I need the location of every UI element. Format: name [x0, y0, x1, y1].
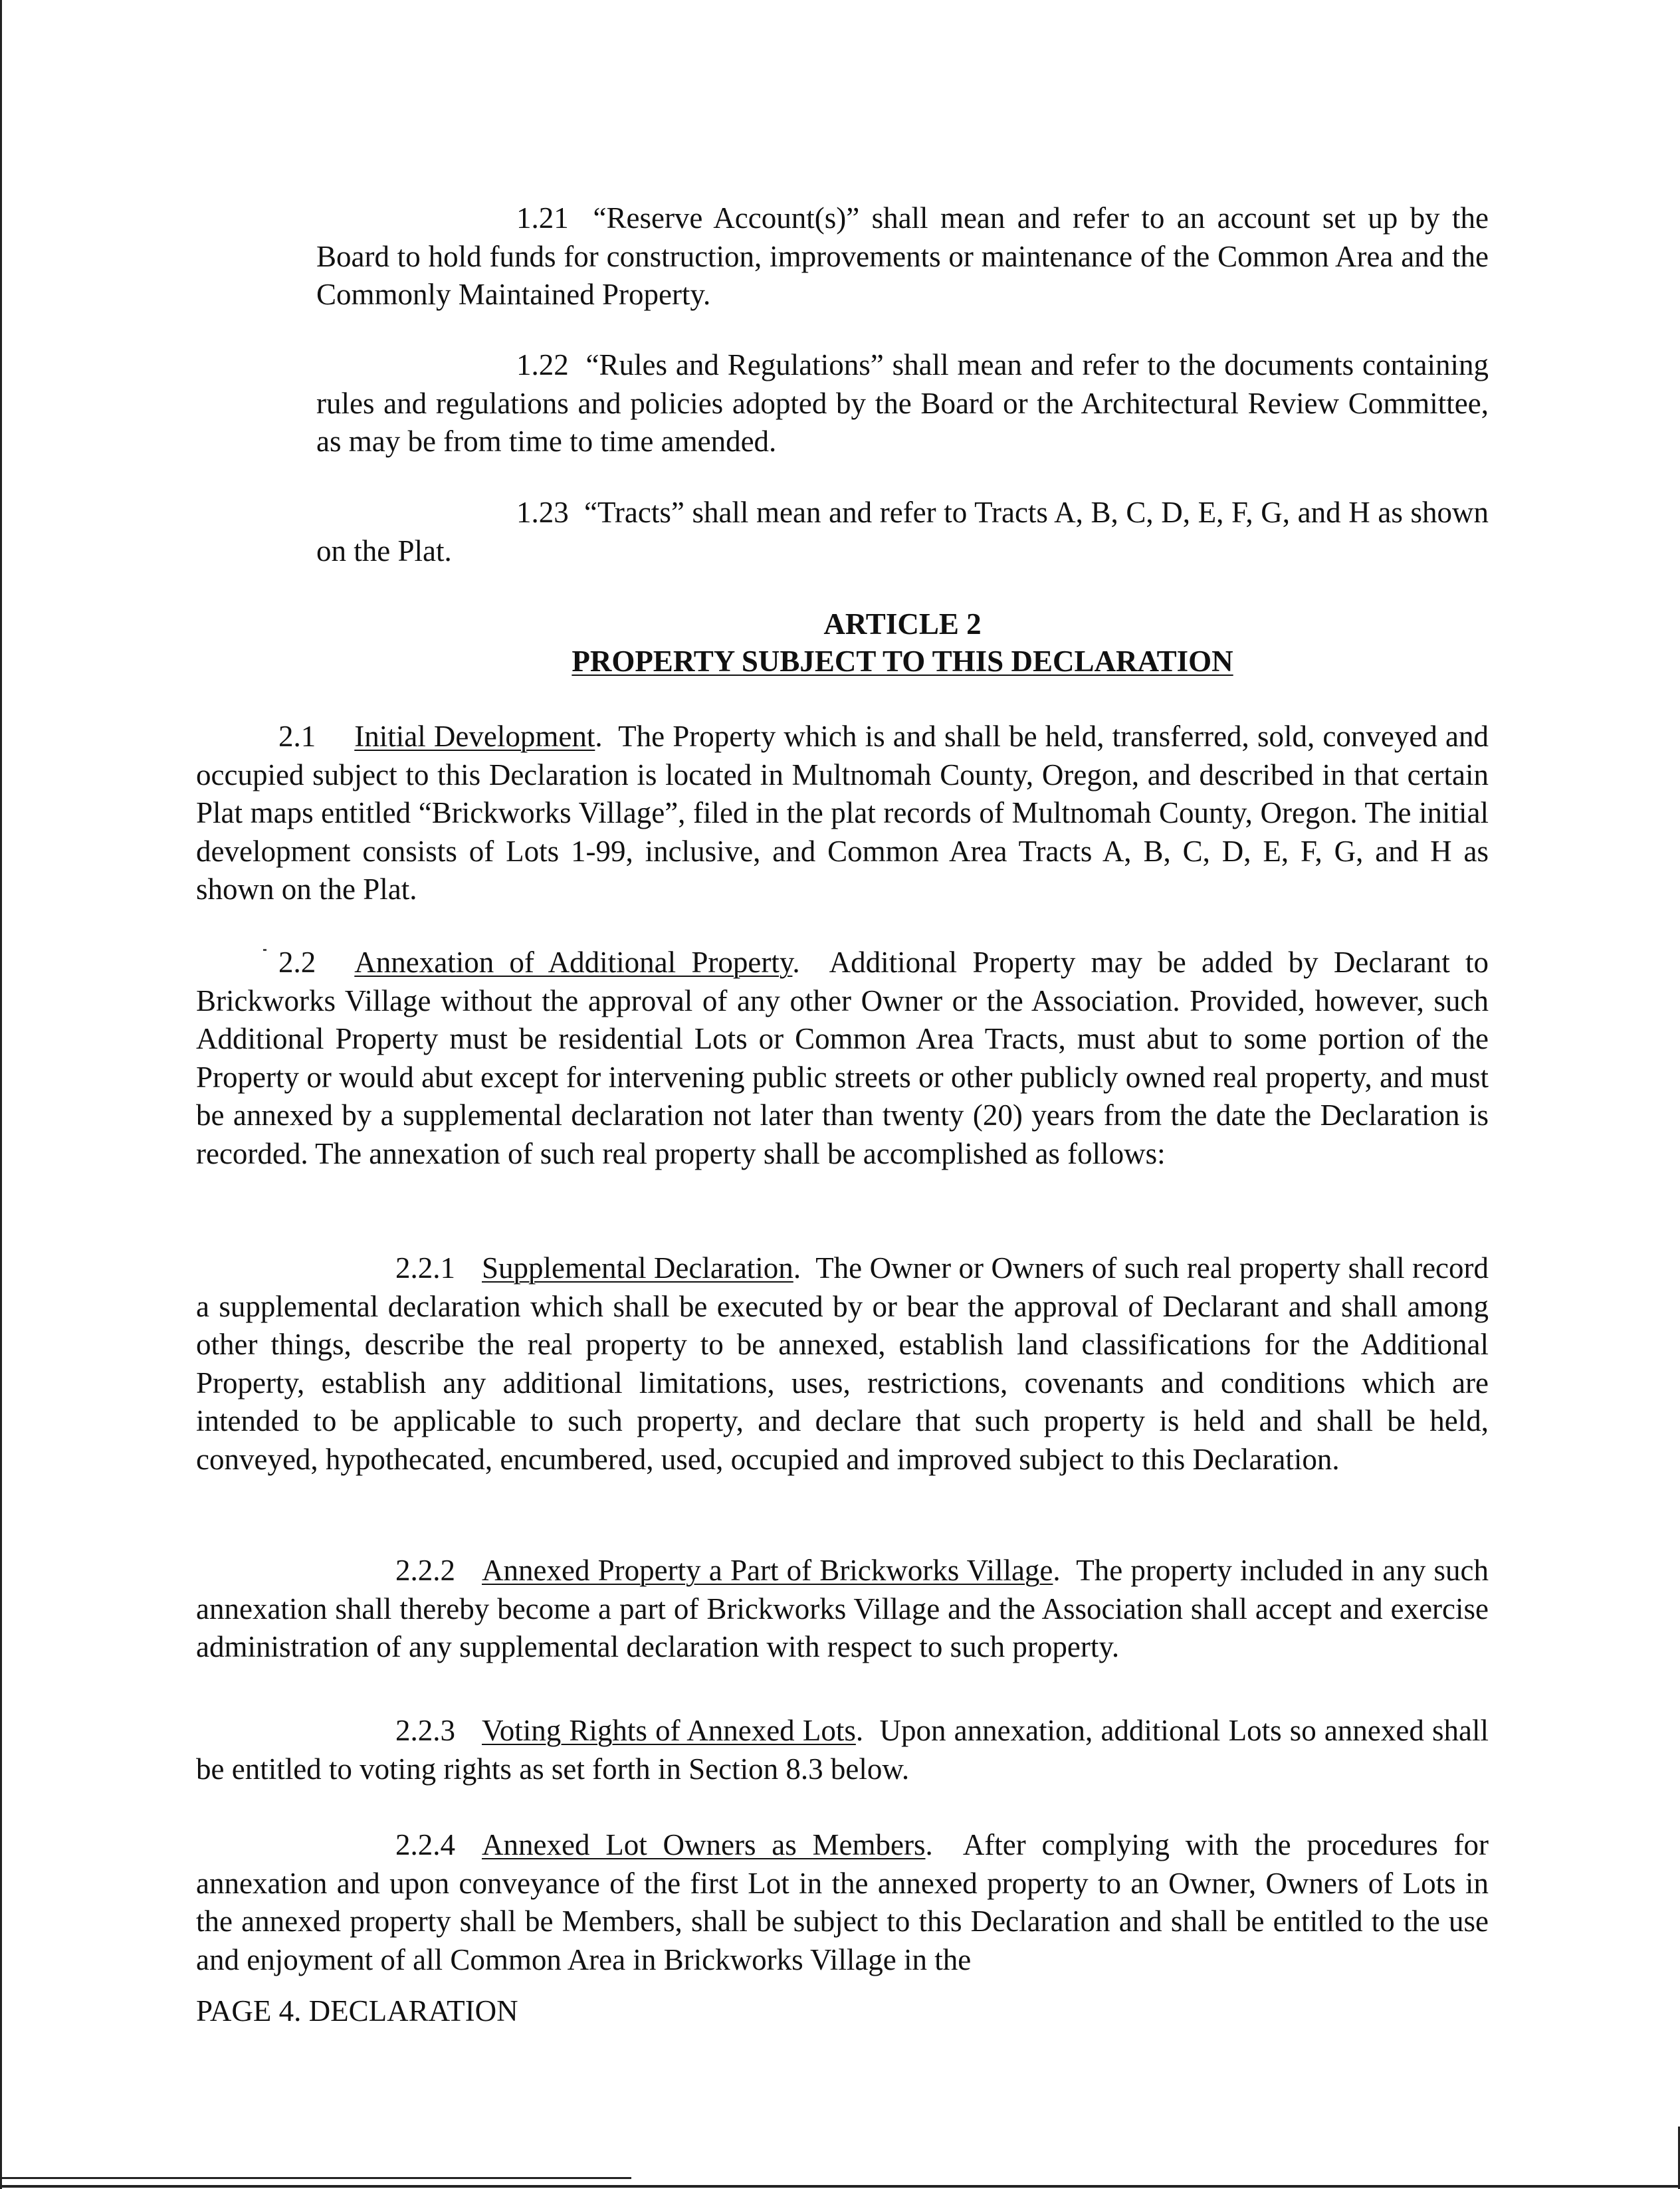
paragraph-1-23	[316, 494, 1489, 570]
section-text: The Owner or Owners of such real property shall record a supplemental declaration which shall be executed by or bear the approval of Declarant and shall among other things, describe the real property to be annexed, establish land classifications for the Additional Property, establish any additional limitations, uses, restrictions, covenants and conditions which are intended to be applicable to such property, and declare that such property is held and shall be held, conveyed, hypothecated, encumbered, used, occupied and improved subject to this Declaration.	[196, 1251, 1489, 1476]
article-title-text: PROPERTY SUBJECT TO THIS DECLARATION	[572, 645, 1233, 678]
paragraph-1-22	[316, 346, 1489, 461]
paragraph-number: 1.23	[516, 496, 569, 529]
section-number: 2.2.3	[395, 1714, 455, 1747]
section-text: After complying with the procedures for annexation and upon conveyance of the first Lot in the annexed property to an Owner, Owners of Lots in the annexed property shall be Members, shall be subject to this Declaration and shall be entitled to the use and enjoyment of all Common Area in Brickworks Village in the	[196, 1828, 1489, 1976]
paragraph-text: “Tracts” shall mean and refer to Tracts A, B, C, D, E, F, G, and H as shown on the Plat.	[316, 496, 1489, 568]
section-text: The property included in any such annexation shall thereby become a part of Brickworks Village and the Association shall accept and exercise administration of any supplemental declaration with respect to such property.	[196, 1554, 1489, 1663]
article-label: ARTICLE 2	[823, 607, 982, 641]
section-number: 2.1	[278, 720, 316, 753]
section-text: Additional Property may be added by Declarant to Brickworks Village without the approval of any other Owner or the Association. Provided, however, such Additional Property must be residential Lots or Common Area Tracts, must abut to some portion of the Property or would abut except for intervening public streets or other publicly owned real property, and must be annexed by a supplemental declaration not later than twenty (20) years from the date the Declaration is recorded. The annexation of such real property shall be accomplished as follows:	[196, 946, 1489, 1170]
section-number: 2.2.2	[395, 1554, 455, 1587]
scan-border-left	[0, 0, 2, 2189]
section-2-2-4: 2.2.4 Annexed Lot Owners as Members. After complying with the procedures for annexation and upon conveyance of the first Lot in the annexed property to an Owner, Owners of Lots in the annexed property shall be Members, shall be subject to this Declaration and shall be entitled to the use and enjoyment of all Common Area in Brickworks Village in the	[196, 1828, 1489, 1976]
section-text: Upon annexation, additional Lots so annexed shall be entitled to voting rights as set forth in Section 8.3 below.	[196, 1714, 1489, 1786]
scan-border-bottom-inner	[0, 2177, 631, 2179]
section-heading: Initial Development	[354, 720, 595, 753]
paragraph-number: 1.22	[516, 348, 569, 381]
section-2-2-2: 2.2.2 Annexed Property a Part of Brickworks Village. The property included in any such annexation shall thereby become a part of Brickworks Village and the Association shall accept and exercise administration of any supplemental declaration with respect to such property.	[196, 1554, 1489, 1663]
paragraph-number: 1.21	[516, 201, 569, 235]
section-heading: Supplemental Declaration	[482, 1251, 793, 1285]
scan-border-bottom	[0, 2185, 1680, 2188]
paragraph-text: “Reserve Account(s)” shall mean and refer to an account set up by the Board to hold funds for construction, improvements or maintenance of the Common Area and the Commonly Maintained Property.	[316, 201, 1489, 311]
section-heading: Annexed Lot Owners as Members	[482, 1828, 926, 1861]
section-number: 2.2.1	[395, 1251, 455, 1285]
section-heading: Voting Rights of Annexed Lots	[482, 1714, 856, 1747]
page-footer: PAGE 4. DECLARATION	[196, 1994, 518, 2028]
paragraph-1-21	[316, 199, 1489, 314]
section-number: 2.2	[278, 946, 316, 979]
section-2-2-3: 2.2.3 Voting Rights of Annexed Lots. Upon annexation, additional Lots so annexed shall be entitled to voting rights as set forth in Section 8.3 below.	[196, 1714, 1489, 1786]
section-2-2-1: 2.2.1 Supplemental Declaration. The Owner or Owners of such real property shall record a supplemental declaration which shall be executed by or bear the approval of Declarant and shall among other things, describe the real property to be annexed, establish land classifications for the Additional Property, establish any additional limitations, uses, restrictions, covenants and conditions which are intended to be applicable to such property, and declare that such property is held and shall be held, conveyed, hypothecated, encumbered, used, occupied and improved subject to this Declaration.	[196, 1251, 1489, 1476]
section-number: 2.2.4	[395, 1828, 455, 1861]
section-2-1: 2.1 Initial Development. The Property which is and shall be held, transferred, sold, conveyed and occupied subject to this Declaration is located in Multnomah County, Oregon, and described in that certain Plat maps entitled “Brickworks Village”, filed in the plat records of Multnomah County, Oregon. The initial development consists of Lots 1-99, inclusive, and Common Area Tracts A, B, C, D, E, F, G, and H as shown on the Plat.	[196, 720, 1489, 906]
paragraph-text: “Rules and Regulations” shall mean and refer to the documents containing rules and regulations and policies adopted by the Board or the Architectural Review Committee, as may be from time to time amended.	[316, 348, 1489, 458]
section-heading: Annexed Property a Part of Brickworks Village	[482, 1554, 1053, 1587]
section-text: The Property which is and shall be held, transferred, sold, conveyed and occupied subject to this Declaration is located in Multnomah County, Oregon, and described in that certain Plat maps entitled “Brickworks Village”, filed in the plat records of Multnomah County, Oregon. The initial development consists of Lots 1-99, inclusive, and Common Area Tracts A, B, C, D, E, F, G, and H as shown on the Plat.	[196, 720, 1489, 906]
section-2-2: 2.2 Annexation of Additional Property. Additional Property may be added by Declarant to Brickworks Village without the approval of any other Owner or the Association. Provided, however, such Additional Property must be residential Lots or Common Area Tracts, must abut to some portion of the Property or would abut except for intervening public streets or other publicly owned real property, and must be annexed by a supplemental declaration not later than twenty (20) years from the date the Declaration is recorded. The annexation of such real property shall be accomplished as follows:	[196, 946, 1489, 1170]
section-heading: Annexation of Additional Property	[354, 946, 793, 979]
article-title	[316, 643, 1489, 680]
